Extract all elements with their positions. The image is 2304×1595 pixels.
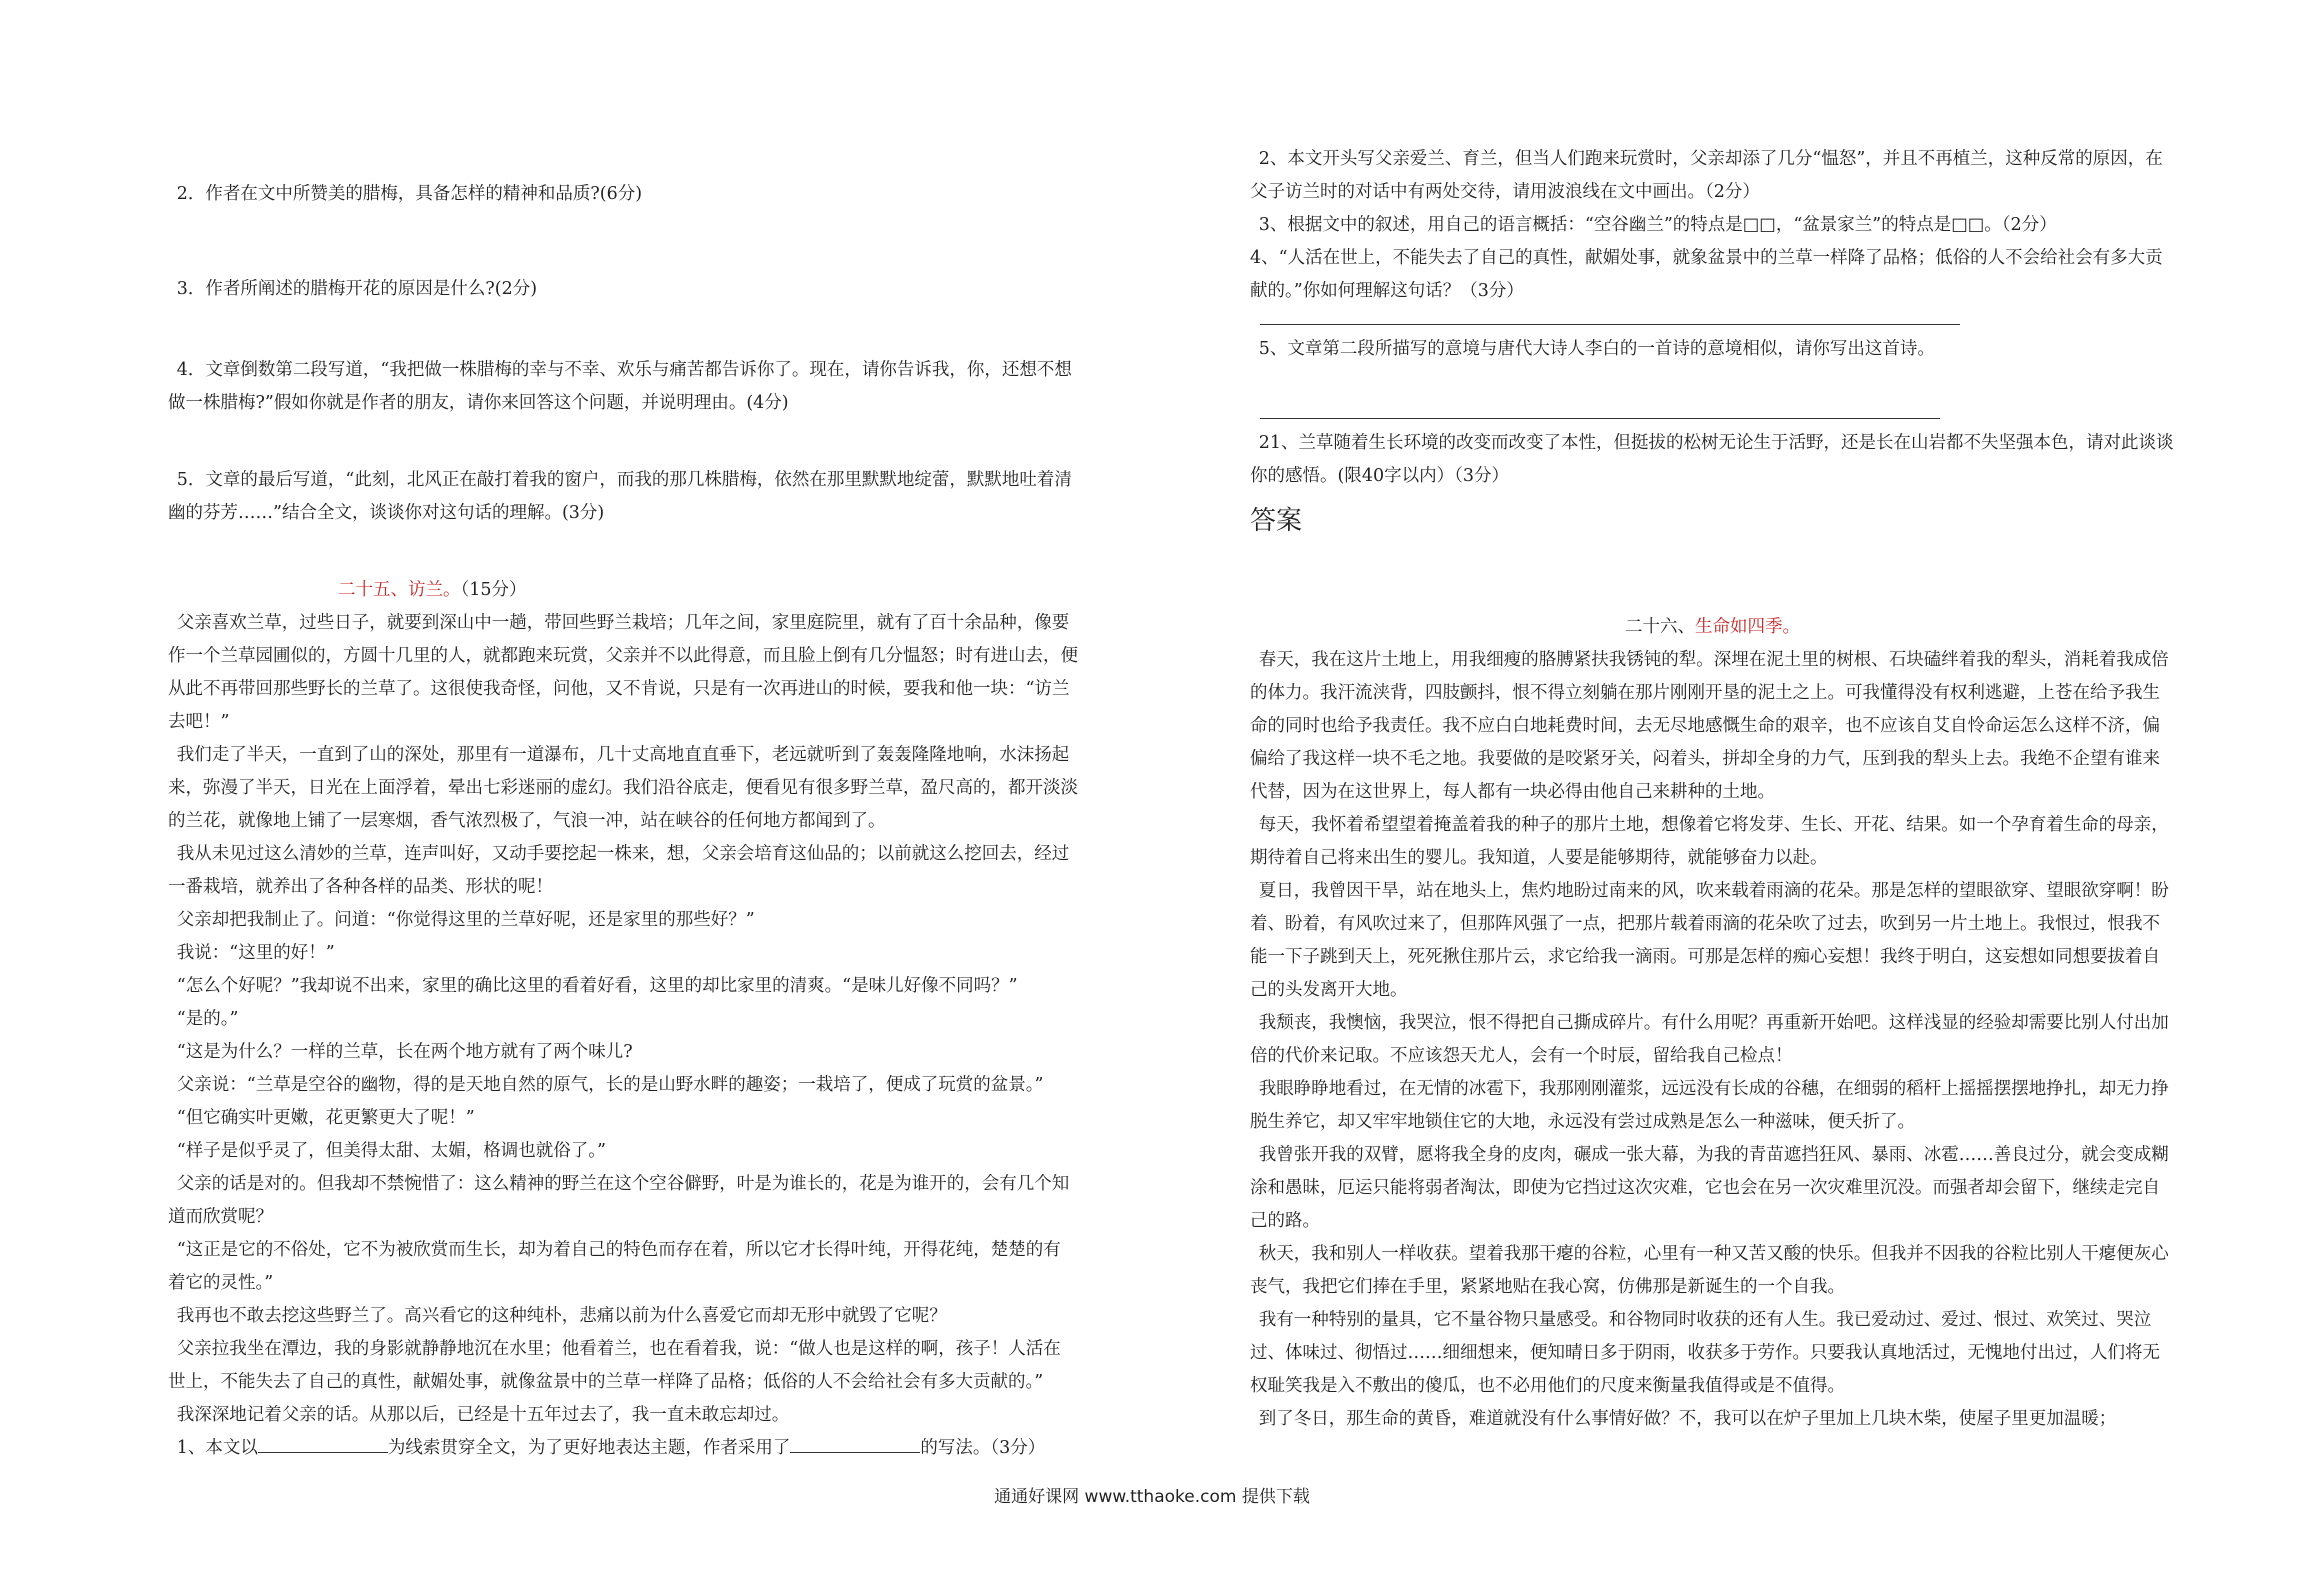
section-name: 生命如四季。 xyxy=(1695,617,1800,637)
paragraph: “是的。” xyxy=(176,1009,239,1029)
question-3-left: 3．作者所阐述的腊梅开花的原因是什么?(2分) xyxy=(176,279,538,299)
section-number: 二十六、 xyxy=(1625,617,1695,637)
paragraph: 我有一种特别的量具，它不量谷物只量感受。和谷物同时收获的还有人生。我已爱动过、爱过、恨过、欢笑过、哭泣过、体味过、彻悟过……细细想来，便知晴日多于阴雨，收获多于劳作。只要我认真地活过，无愧地付出过，人们将无权耻笑我是入不敷出的傻瓜，也不必用他们的尺度来衡量我值得或是不值得。 xyxy=(1250,1310,2160,1396)
paragraph: 我颓丧，我懊恼，我哭泣，恨不得把自己撕成碎片。有什么用呢？再重新开始吧。这样浅显的经验却需要比别人付出加倍的代价来记取。不应该怨天尤人，会有一个时辰，留给我自己检点！ xyxy=(1250,1013,2169,1066)
paragraph: 父亲却把我制止了。问道：“你觉得这里的兰草好呢，还是家里的那些好？” xyxy=(176,910,755,930)
answer-space xyxy=(1250,366,2175,402)
question-1-left xyxy=(168,1432,1078,1465)
paragraph: “这正是它的不俗处，它不为被欣赏而生长，却为着自己的特色而存在着，所以它才长得叶纯，开得花纯，楚楚的有着它的灵性。” xyxy=(168,1240,1061,1293)
question-21: 21、兰草随着生长环境的改变而改变了本性，但挺拔的松树无论生于活野，还是长在山岩都不失坚强本色，请对此谈谈你的感悟。(限40字以内）（3分） xyxy=(1250,433,2174,486)
paragraph: 父亲喜欢兰草，过些日子，就要到深山中一趟，带回些野兰栽培；几年之间，家里庭院里，就有了百十余品种，像要作一个兰草园圃似的，方圆十几里的人，就都跑来玩赏，父亲并不以此得意，而且脸上倒有几分愠怒；时有进山去，便从此不再带回那些野长的兰草了。这很使我奇怪，问他，又不肯说，只是有一次再进山的时候，要我和他一块：“访兰去吧！” xyxy=(168,613,1078,732)
paragraph: 父亲拉我坐在潭边，我的身影就静静地沉在水里；他看着兰，也在看着我，说：“做人也是这样的啊，孩子！人活在世上，不能失去了自己的真性，献媚处事，就像盆景中的兰草一样降了品格；低俗的人不会给社会有多大贡献的。” xyxy=(168,1339,1061,1392)
paragraph: 我深深地记着父亲的话。从那以后，已经是十五年过去了，我一直未敢忘却过。 xyxy=(176,1405,790,1425)
paragraph: “这是为什么？一样的兰草，长在两个地方就有了两个味儿? xyxy=(176,1042,633,1062)
paragraph: 秋天，我和别人一样收获。望着我那干瘪的谷粒，心里有一种又苦又酸的快乐。但我并不因我的谷粒比别人干瘪便灰心丧气，我把它们捧在手里，紧紧地贴在我心窝，仿佛那是新诞生的一个自我。 xyxy=(1250,1244,2169,1297)
paragraph: 到了冬日，那生命的黄昏，难道就没有什么事情好做？不，我可以在炉子里加上几块木柴，使屋子里更加温暖； xyxy=(1258,1409,2117,1429)
paragraph: 我再也不敢去挖这些野兰了。高兴看它的这种纯朴，悲痛以前为什么喜爱它而却无形中就毁了它呢？ xyxy=(176,1306,947,1326)
section-name: 访兰。 xyxy=(408,580,461,600)
fill-blank[interactable] xyxy=(258,1434,388,1453)
section-score: （15分） xyxy=(460,580,527,600)
question-5-left: 5．文章的最后写道，“此刻，北风正在敲打着我的窗户，而我的那几株腊梅，依然在那里默默地绽蕾，默默地吐着清幽的芬芳……”结合全文，谈谈你对这句话的理解。(3分) xyxy=(168,470,1072,523)
paragraph: 春天，我在这片土地上，用我细瘦的胳膊紧扶我锈钝的犁。深埋在泥土里的树根、石块磕绊着我的犁头，消耗着我成倍的体力。我汗流浃背，四肢颤抖，恨不得立刻躺在那片刚刚开垦的泥土之上。可我懂得没有权利逃避，上苍在给予我生命的同时也给予我责任。我不应白白地耗费时间，去无尽地感慨生命的艰辛，也不应该自艾自怜命运怎么这样不济，偏偏给了我这样一块不毛之地。我要做的是咬紧牙关，闷着头，拼却全身的力气，压到我的犁头上去。我绝不企望有谁来代替，因为在这世界上，每人都有一块必得由他自己来耕种的土地。 xyxy=(1250,650,2169,802)
question-3-right: 3、根据文中的叙述，用自己的语言概括：“空谷幽兰”的特点是□□，“盆景家兰”的特点是□□。（2分） xyxy=(1258,215,2057,235)
passage-shengming xyxy=(1250,644,2175,1436)
answer-space xyxy=(168,530,1078,574)
paragraph: 我眼睁睁地看过，在无情的冰雹下，我那刚刚灌浆，远远没有长成的谷穗，在细弱的稻杆上摇摇摆摆地挣扎，却无力挣脱生养它，却又牢牢地锁住它的大地，永远没有尝过成熟是怎么一种滋味，便夭折了。 xyxy=(1250,1079,2169,1132)
spacer xyxy=(1250,567,2175,611)
paragraph: “怎么个好呢？”我却说不出来，家里的确比这里的看着好看，这里的却比家里的清爽。“是味儿好像不同吗？” xyxy=(176,976,1018,996)
question-2-right: 2、本文开头写父亲爱兰、育兰，但当人们跑来玩赏时，父亲却添了几分“愠怒”，并且不再植兰，这种反常的原因，在父子访兰时的对话中有两处交待，请用波浪线在文中画出。（2分） xyxy=(1250,149,2163,202)
paragraph: 我们走了半天，一直到了山的深处，那里有一道瀑布，几十丈高地直直垂下，老远就听到了轰轰隆隆地响，水沫扬起来，弥漫了半天，日光在上面浮着，晕出七彩迷丽的虚幻。我们沿谷底走，便看见有很多野兰草，盈尺高的，都开淡淡的兰花，就像地上铺了一层寒烟，香气浓烈极了，气浪一冲，站在峡谷的任何地方都闻到了。 xyxy=(168,745,1078,831)
section-number: 二十五、 xyxy=(338,580,408,600)
answer-label: 答案 xyxy=(1250,506,1303,536)
answer-line xyxy=(1260,408,1940,419)
answer-line xyxy=(1260,314,1960,325)
right-column xyxy=(1250,143,2175,1436)
q1-text-b: 为线索贯穿全文，为了更好地表达主题，作者采用了 xyxy=(387,1438,791,1458)
fill-blank[interactable] xyxy=(790,1434,920,1453)
paragraph: 每天，我怀着希望望着掩盖着我的种子的那片土地，想像着它将发芽、生长、开花、结果。如一个孕育着生命的母亲，期待着自己将来出生的婴儿。我知道，人要是能够期待，就能够奋力以赴。 xyxy=(1250,815,2169,868)
paragraph: 父亲说：“兰草是空谷的幽物，得的是天地自然的原气，长的是山野水畔的趣姿；一栽培了，便成了玩赏的盆景。” xyxy=(176,1075,1044,1095)
q1-text-a: 1、本文以 xyxy=(176,1438,258,1458)
answer-space xyxy=(168,306,1078,354)
paragraph: 我曾张开我的双臂，愿将我全身的皮肉，碾成一张大幕，为我的青苗遮挡狂风、暴雨、冰雹……善良过分，就会变成糊涂和愚昧，厄运只能将弱者淘汰，即使为它挡过这次灾难，它也会在另一次灾难里沉没。而强者却会留下，继续走完自己的路。 xyxy=(1250,1145,2169,1231)
question-4-left: 4．文章倒数第二段写道，“我把做一株腊梅的幸与不幸、欢乐与痛苦都告诉你了。现在，请你告诉我，你，还想不想做一株腊梅?”假如你就是作者的朋友，请你来回答这个问题，并说明理由。(4分) xyxy=(168,360,1072,413)
paragraph: 父亲的话是对的。但我却不禁惋惜了：这么精神的野兰在这个空谷僻野，叶是为谁长的，花是为谁开的，会有几个知道而欣赏呢？ xyxy=(168,1174,1070,1227)
passage-fanglan xyxy=(168,607,1078,1432)
question-2-left: 2．作者在文中所赞美的腊梅，具备怎样的精神和品质?(6分) xyxy=(176,184,643,204)
answer-space xyxy=(168,211,1078,273)
question-4-right: 4、“人活在世上，不能失去了自己的真性，献媚处事，就象盆景中的兰草一样降了品格；低俗的人不会给社会有多大贡献的。”你如何理解这句话？（3分） xyxy=(1250,248,2163,301)
answer-space xyxy=(168,420,1078,464)
footer-credit: 通通好课网 www.tthaoke.com 提供下载 xyxy=(994,1487,1310,1507)
q1-text-c: 的写法。（3分） xyxy=(920,1438,1046,1458)
paragraph: “样子是似乎灵了，但美得太甜、太媚，格调也就俗了。” xyxy=(176,1141,606,1161)
paragraph: 我说：“这里的好！” xyxy=(176,943,335,963)
paragraph: “但它确实叶更嫩，花更繁更大了呢！” xyxy=(176,1108,475,1128)
section-title-26 xyxy=(1250,611,2175,644)
paragraph: 夏日，我曾因干旱，站在地头上，焦灼地盼过南来的风，吹来载着雨滴的花朵。那是怎样的望眼欲穿、望眼欲穿啊！盼着、盼着，有风吹过来了，但那阵风强了一点，把那片载着雨滴的花朵吹了过去，吹到另一片土地上。我恨过，恨我不能一下子跳到天上，死死揪住那片云，求它给我一滴雨。可那是怎样的痴心妄想！我终于明白，这妄想如同想要拔着自己的头发离开大地。 xyxy=(1250,881,2169,1000)
question-5-right: 5、文章第二段所描写的意境与唐代大诗人李白的一首诗的意境相似，请你写出这首诗。 xyxy=(1258,339,1935,359)
paragraph: 我从未见过这么清妙的兰草，连声叫好，又动手要挖起一株来，想，父亲会培育这仙品的；以前就这么挖回去，经过一番栽培，就养出了各种各样的品类、形状的呢！ xyxy=(168,844,1070,897)
left-column xyxy=(168,178,1078,1465)
section-title-25 xyxy=(168,574,1078,607)
